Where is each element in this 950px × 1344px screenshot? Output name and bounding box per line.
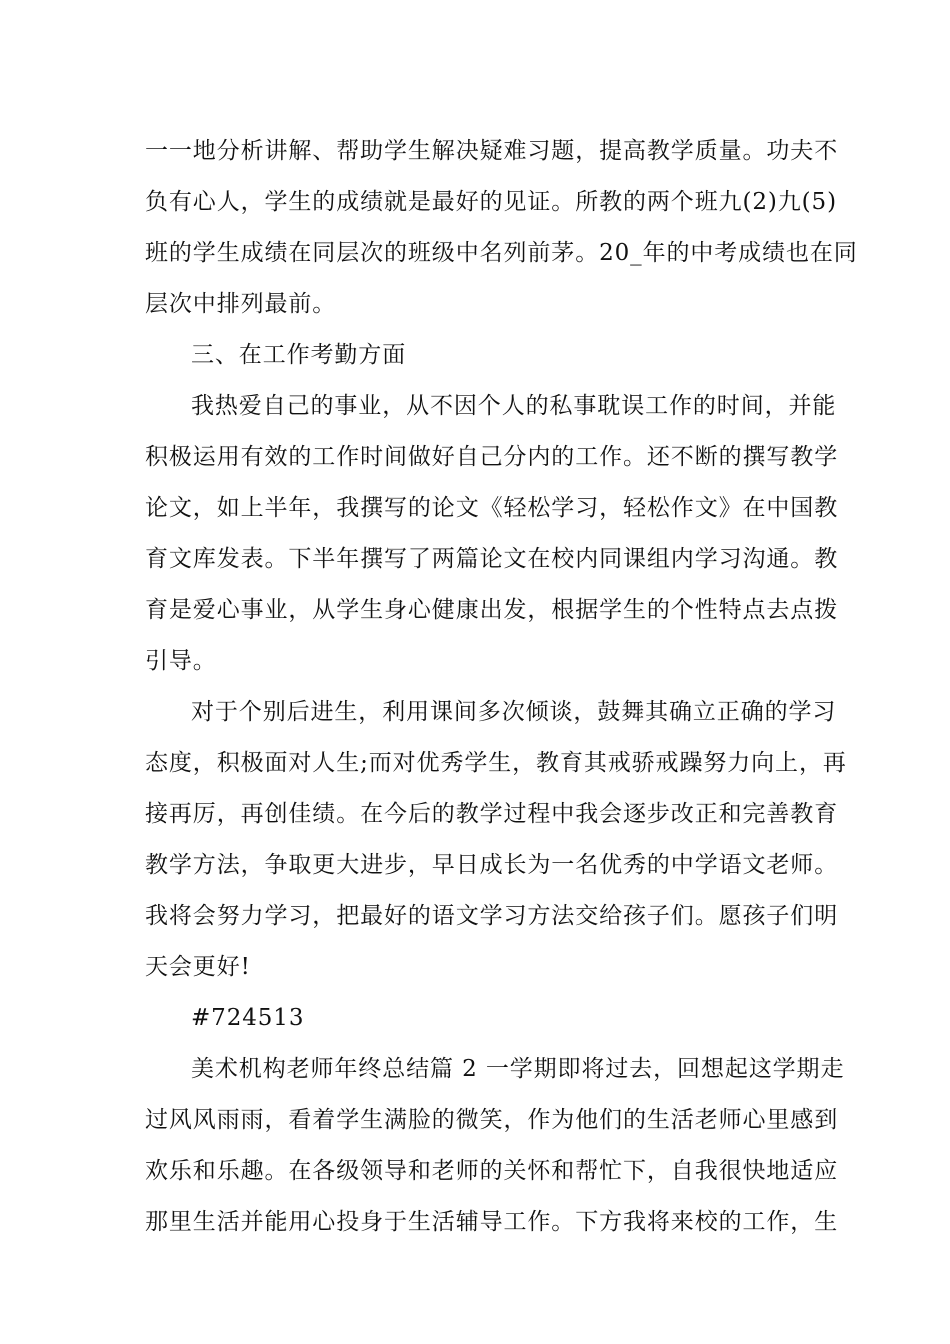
- text-line: 接再厉，再创佳绩。在今后的教学过程中我会逐步改正和完善教育: [145, 801, 839, 827]
- text-line: 我将会努力学习，把最好的语文学习方法交给孩子们。愿孩子们明: [145, 903, 839, 929]
- text-line: 班的学生成绩在同层次的班级中名列前茅。20_年的中考成绩也在同: [145, 240, 858, 266]
- text-line: 过风风雨雨，看着学生满脸的微笑，作为他们的生活老师心里感到: [145, 1107, 839, 1133]
- text-line: 美术机构老师年终总结篇 2 一学期即将过去，回想起这学期走: [191, 1056, 845, 1082]
- document-id: #724513: [191, 1005, 305, 1031]
- text-line: 对于个别后进生，利用课间多次倾谈，鼓舞其确立正确的学习: [191, 699, 837, 725]
- text-line: 层次中排列最前。: [145, 291, 337, 317]
- body-text: [145, 126, 858, 1248]
- text-line: 天会更好!: [145, 954, 251, 980]
- text-line: 态度，积极面对人生;而对优秀学生，教育其戒骄戒躁努力向上，再: [145, 750, 847, 776]
- text-line: 那里生活并能用心投身于生活辅导工作。下方我将来校的工作，生: [145, 1209, 839, 1235]
- text-line: 教学方法，争取更大进步，早日成长为一名优秀的中学语文老师。: [145, 852, 839, 878]
- text-line: 一一地分析讲解、帮助学生解决疑难习题，提高教学质量。功夫不: [145, 138, 839, 164]
- text-line: 论文，如上半年，我撰写的论文《轻松学习，轻松作文》在中国教: [145, 495, 839, 521]
- section-heading: 三、在工作考勤方面: [191, 342, 407, 368]
- text-line: 育文库发表。下半年撰写了两篇论文在校内同课组内学习沟通。教: [145, 546, 839, 572]
- text-line: 积极运用有效的工作时间做好自己分内的工作。还不断的撰写教学: [145, 444, 839, 470]
- text-line: 引导。: [145, 648, 217, 674]
- text-line: 育是爱心事业，从学生身心健康出发，根据学生的个性特点去点拨: [145, 597, 839, 623]
- text-line: 欢乐和乐趣。在各级领导和老师的关怀和帮忙下，自我很快地适应: [145, 1158, 839, 1184]
- text-line: 我热爱自己的事业，从不因个人的私事耽误工作的时间，并能: [191, 393, 837, 419]
- text-line: 负有心人，学生的成绩就是最好的见证。所教的两个班九(2)九(5): [145, 189, 837, 215]
